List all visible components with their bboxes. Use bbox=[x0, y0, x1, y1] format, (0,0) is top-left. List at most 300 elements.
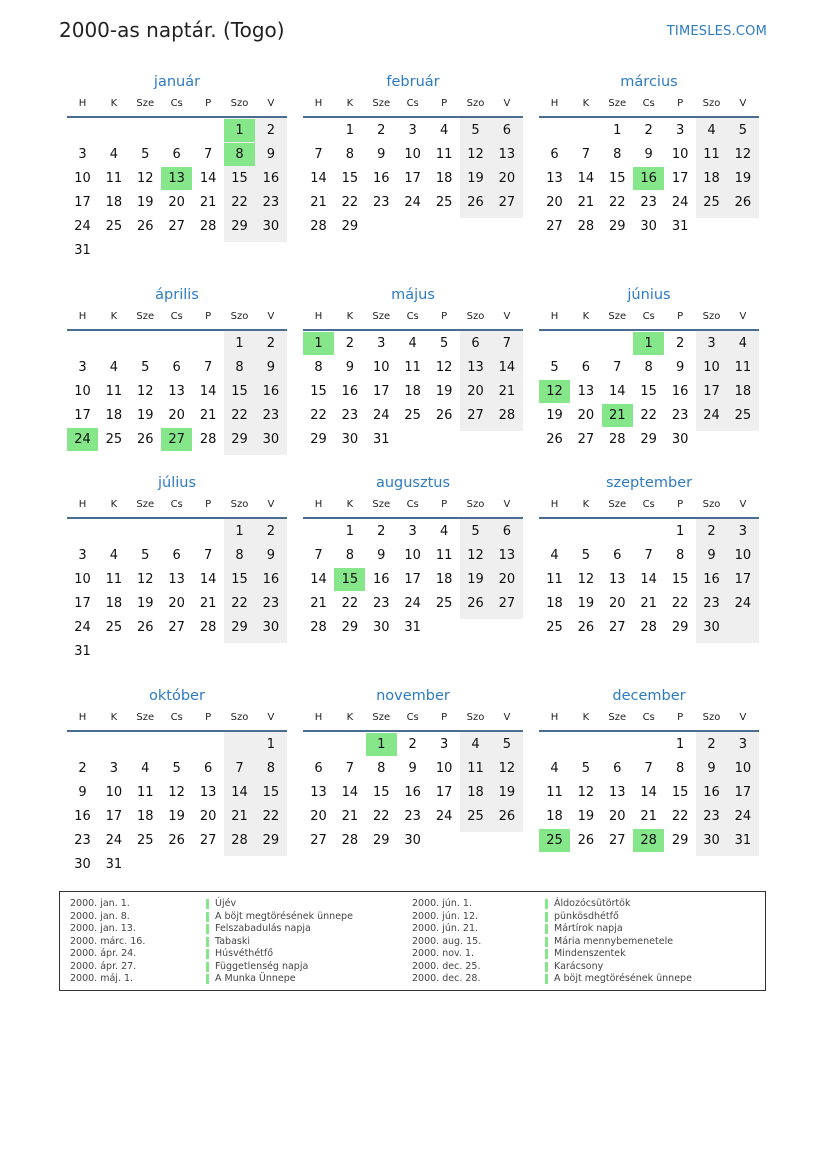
day-cell: 31 bbox=[373, 432, 390, 447]
day-cell: 11 bbox=[105, 572, 123, 587]
day-cell: 7 bbox=[235, 761, 244, 776]
weekday-label: K bbox=[110, 712, 118, 723]
legend-marker bbox=[545, 924, 548, 934]
day-cell: 23 bbox=[262, 408, 280, 423]
day-cell: 30 bbox=[262, 219, 280, 234]
day-cell: 28 bbox=[341, 833, 359, 848]
day-cell: 13 bbox=[168, 384, 185, 399]
day-cell: 8 bbox=[235, 360, 244, 375]
day-cell: 9 bbox=[377, 147, 386, 162]
day-cell: 18 bbox=[703, 171, 720, 186]
day-cell: 12 bbox=[137, 171, 154, 186]
weekday-label: H bbox=[78, 311, 87, 322]
day-cell: 2 bbox=[78, 761, 87, 776]
weekday-label: Szo bbox=[230, 311, 249, 322]
weekday-label: H bbox=[550, 311, 559, 322]
day-cell: 24 bbox=[734, 809, 752, 824]
weekday-label: Szo bbox=[466, 98, 485, 109]
day-cell: 26 bbox=[137, 432, 154, 447]
weekday-label: H bbox=[78, 712, 87, 723]
day-cell: 26 bbox=[137, 219, 154, 234]
day-cell: 1 bbox=[675, 524, 685, 539]
day-cell: 27 bbox=[467, 408, 484, 423]
weekday-label: V bbox=[739, 499, 747, 510]
day-cell: 9 bbox=[266, 360, 276, 375]
day-cell: 13 bbox=[609, 572, 626, 587]
day-cell: 9 bbox=[644, 147, 653, 162]
weekday-label: Cs bbox=[406, 98, 419, 109]
day-cell: 17 bbox=[74, 195, 91, 210]
day-cell: 9 bbox=[707, 548, 716, 563]
month-name: október bbox=[149, 688, 205, 704]
day-cell: 23 bbox=[341, 408, 359, 423]
day-cell: 16 bbox=[671, 384, 689, 399]
day-cell: 19 bbox=[498, 785, 516, 800]
weekday-label: Szo bbox=[702, 499, 721, 510]
day-cell: 7 bbox=[644, 548, 653, 563]
day-cell: 5 bbox=[471, 524, 480, 539]
day-cell: 15 bbox=[231, 171, 248, 186]
day-cell: 2 bbox=[377, 123, 386, 138]
weekday-label: Sze bbox=[372, 712, 391, 723]
weekday-label: Cs bbox=[406, 499, 419, 510]
day-cell: 27 bbox=[609, 620, 626, 635]
day-cell: 23 bbox=[640, 195, 657, 210]
day-cell: 22 bbox=[262, 809, 280, 824]
holiday-day: 15 bbox=[334, 568, 365, 591]
weekday-label: P bbox=[205, 311, 212, 322]
month-name: március bbox=[620, 74, 678, 90]
legend-holiday-name: Húsvéthétfő bbox=[215, 948, 274, 959]
legend-holiday-name: Mártírok napja bbox=[554, 923, 623, 934]
day-cell: 27 bbox=[168, 620, 185, 635]
legend-date: 2000. jún. 1. bbox=[412, 898, 473, 909]
day-cell: 25 bbox=[435, 195, 453, 210]
day-cell: 18 bbox=[105, 408, 123, 423]
holiday-day: 1 bbox=[633, 332, 664, 355]
day-cell: 12 bbox=[577, 572, 595, 587]
month-name: augusztus bbox=[375, 475, 451, 491]
holiday-day: 1 bbox=[224, 119, 255, 142]
legend-date: 2000. dec. 28. bbox=[412, 973, 481, 984]
day-cell: 14 bbox=[231, 785, 248, 800]
weekday-label: Sze bbox=[372, 311, 391, 322]
day-cell: 4 bbox=[707, 123, 716, 138]
holiday-legend bbox=[59, 891, 766, 991]
day-cell: 7 bbox=[203, 548, 213, 563]
legend-date: 2000. jan. 8. bbox=[70, 910, 130, 922]
weekday-label: Sze bbox=[136, 499, 155, 510]
day-cell: 30 bbox=[373, 620, 390, 635]
day-cell: 29 bbox=[262, 833, 280, 848]
legend-holiday-name: Áldozócsütörtök bbox=[554, 898, 631, 909]
day-cell: 5 bbox=[172, 761, 181, 776]
day-cell: 18 bbox=[546, 596, 563, 611]
day-cell: 31 bbox=[734, 833, 752, 848]
day-cell: 25 bbox=[435, 596, 453, 611]
day-cell: 5 bbox=[439, 336, 449, 351]
day-cell: 26 bbox=[546, 432, 563, 447]
day-cell: 4 bbox=[408, 336, 417, 351]
day-cell: 26 bbox=[498, 809, 516, 824]
day-cell: 16 bbox=[703, 572, 720, 587]
day-cell: 7 bbox=[613, 360, 622, 375]
day-cell: 24 bbox=[671, 195, 689, 210]
day-cell: 20 bbox=[546, 195, 563, 210]
day-cell: 15 bbox=[640, 384, 657, 399]
month-name: szeptember bbox=[605, 475, 693, 491]
legend-date: 2000. dec. 25. bbox=[412, 960, 481, 972]
weekday-label: Sze bbox=[608, 98, 627, 109]
day-cell: 17 bbox=[74, 408, 91, 423]
legend-date: 2000. jan. 13. bbox=[70, 923, 136, 934]
day-cell: 22 bbox=[231, 195, 248, 210]
day-cell: 15 bbox=[671, 785, 689, 800]
day-cell: 29 bbox=[231, 620, 248, 635]
legend-date: 2000. jan. 1. bbox=[70, 898, 130, 909]
day-cell: 28 bbox=[609, 432, 626, 447]
day-cell: 4 bbox=[550, 548, 559, 563]
weekday-label: Sze bbox=[608, 499, 627, 510]
day-cell: 21 bbox=[231, 809, 248, 824]
legend-holiday-name: Újév bbox=[215, 898, 237, 909]
day-cell: 26 bbox=[137, 620, 154, 635]
day-cell: 18 bbox=[105, 596, 123, 611]
day-cell: 30 bbox=[703, 833, 720, 848]
day-cell: 28 bbox=[577, 219, 595, 234]
brand-link[interactable]: TIMESLES.COM bbox=[666, 24, 767, 39]
day-cell: 13 bbox=[199, 785, 217, 800]
day-cell: 5 bbox=[581, 548, 591, 563]
day-cell: 19 bbox=[137, 596, 154, 611]
day-cell: 5 bbox=[141, 147, 150, 162]
day-cell: 14 bbox=[310, 572, 327, 587]
day-cell: 3 bbox=[439, 737, 449, 752]
weekday-label: Cs bbox=[170, 98, 183, 109]
day-cell: 18 bbox=[734, 384, 752, 399]
weekday-label: Sze bbox=[608, 311, 627, 322]
day-cell: 10 bbox=[703, 360, 720, 375]
day-cell: 29 bbox=[373, 833, 390, 848]
day-cell: 7 bbox=[502, 336, 512, 351]
day-cell: 1 bbox=[235, 524, 244, 539]
day-cell: 10 bbox=[404, 548, 421, 563]
holiday-day: 1 bbox=[366, 733, 397, 756]
day-cell: 20 bbox=[609, 809, 626, 824]
weekday-label: V bbox=[739, 311, 747, 322]
legend-holiday-name: Felszabadulás napja bbox=[215, 923, 311, 934]
day-cell: 19 bbox=[467, 171, 484, 186]
day-cell: 17 bbox=[734, 785, 752, 800]
day-cell: 25 bbox=[404, 408, 421, 423]
weekday-label: Sze bbox=[136, 311, 155, 322]
weekday-label: H bbox=[314, 311, 323, 322]
legend-marker bbox=[545, 949, 548, 959]
weekday-label: Cs bbox=[170, 311, 183, 322]
day-cell: 21 bbox=[498, 384, 516, 399]
legend-holiday-name: A Munka Ünnepe bbox=[215, 973, 296, 984]
day-cell: 29 bbox=[310, 432, 327, 447]
day-cell: 5 bbox=[141, 548, 150, 563]
day-cell: 7 bbox=[345, 761, 355, 776]
day-cell: 2 bbox=[266, 123, 276, 138]
day-cell: 3 bbox=[675, 123, 685, 138]
day-cell: 25 bbox=[105, 620, 123, 635]
legend-date: 2000. aug. 15. bbox=[412, 935, 482, 947]
day-cell: 27 bbox=[168, 219, 185, 234]
day-cell: 20 bbox=[168, 596, 185, 611]
weekday-label: K bbox=[582, 98, 590, 109]
day-cell: 19 bbox=[137, 195, 154, 210]
page-title: 2000-as naptár. (Togo) bbox=[59, 18, 285, 42]
day-cell: 11 bbox=[546, 572, 563, 587]
day-cell: 4 bbox=[109, 147, 119, 162]
day-cell: 31 bbox=[74, 644, 91, 659]
day-cell: 29 bbox=[640, 432, 657, 447]
day-cell: 4 bbox=[141, 761, 150, 776]
day-cell: 14 bbox=[577, 171, 595, 186]
weekday-label: Cs bbox=[406, 311, 419, 322]
day-cell: 23 bbox=[373, 596, 390, 611]
day-cell: 8 bbox=[613, 147, 622, 162]
day-cell: 14 bbox=[640, 785, 657, 800]
day-cell: 22 bbox=[640, 408, 657, 423]
day-cell: 25 bbox=[734, 408, 752, 423]
month-name: július bbox=[157, 475, 197, 491]
day-cell: 16 bbox=[373, 572, 390, 587]
weekday-label: Szo bbox=[230, 499, 249, 510]
day-cell: 6 bbox=[502, 123, 512, 138]
legend-date: 2000. márc. 16. bbox=[70, 935, 146, 947]
day-cell: 24 bbox=[435, 809, 453, 824]
month-name: április bbox=[155, 287, 199, 303]
legend-marker bbox=[206, 899, 209, 909]
day-cell: 7 bbox=[644, 761, 653, 776]
legend-marker bbox=[545, 937, 548, 947]
day-cell: 19 bbox=[168, 809, 185, 824]
day-cell: 3 bbox=[707, 336, 716, 351]
day-cell: 15 bbox=[262, 785, 280, 800]
day-cell: 14 bbox=[341, 785, 359, 800]
day-cell: 17 bbox=[373, 384, 390, 399]
legend-marker bbox=[545, 974, 548, 984]
day-cell: 13 bbox=[546, 171, 563, 186]
day-cell: 10 bbox=[373, 360, 390, 375]
day-cell: 31 bbox=[105, 857, 123, 872]
month-name: június bbox=[627, 287, 671, 303]
day-cell: 4 bbox=[550, 761, 559, 776]
day-cell: 10 bbox=[404, 147, 421, 162]
day-cell: 8 bbox=[345, 548, 355, 563]
holiday-day: 16 bbox=[633, 167, 664, 190]
day-cell: 3 bbox=[738, 524, 748, 539]
day-cell: 16 bbox=[373, 171, 390, 186]
legend-date: 2000. nov. 1. bbox=[412, 948, 475, 959]
weekday-label: Sze bbox=[136, 712, 155, 723]
day-cell: 26 bbox=[467, 195, 484, 210]
day-cell: 9 bbox=[707, 761, 716, 776]
day-cell: 2 bbox=[377, 524, 386, 539]
weekday-label: K bbox=[110, 98, 118, 109]
weekday-label: Szo bbox=[466, 712, 485, 723]
weekday-label: Cs bbox=[642, 311, 655, 322]
day-cell: 28 bbox=[199, 432, 217, 447]
legend-date: 2000. ápr. 24. bbox=[70, 948, 137, 959]
day-cell: 27 bbox=[609, 833, 626, 848]
day-cell: 25 bbox=[467, 809, 484, 824]
day-cell: 20 bbox=[467, 384, 484, 399]
day-cell: 18 bbox=[435, 171, 453, 186]
day-cell: 11 bbox=[404, 360, 421, 375]
weekday-label: Cs bbox=[642, 712, 655, 723]
legend-date: 2000. jún. 21. bbox=[412, 923, 479, 934]
day-cell: 26 bbox=[577, 620, 595, 635]
day-cell: 2 bbox=[345, 336, 355, 351]
day-cell: 30 bbox=[341, 432, 359, 447]
day-cell: 8 bbox=[644, 360, 653, 375]
legend-marker bbox=[545, 912, 548, 922]
day-cell: 27 bbox=[199, 833, 217, 848]
day-cell: 17 bbox=[404, 572, 421, 587]
day-cell: 13 bbox=[498, 548, 516, 563]
day-cell: 15 bbox=[231, 384, 248, 399]
weekday-label: Cs bbox=[170, 712, 183, 723]
day-cell: 26 bbox=[435, 408, 453, 423]
day-cell: 17 bbox=[74, 596, 91, 611]
day-cell: 3 bbox=[78, 147, 87, 162]
day-cell: 12 bbox=[435, 360, 453, 375]
day-cell: 22 bbox=[341, 195, 359, 210]
weekday-label: V bbox=[267, 311, 275, 322]
day-cell: 27 bbox=[577, 432, 595, 447]
day-cell: 21 bbox=[310, 596, 327, 611]
day-cell: 20 bbox=[168, 195, 185, 210]
day-cell: 2 bbox=[707, 524, 716, 539]
day-cell: 6 bbox=[172, 548, 181, 563]
day-cell: 10 bbox=[74, 572, 91, 587]
day-cell: 14 bbox=[199, 572, 217, 587]
day-cell: 17 bbox=[435, 785, 453, 800]
day-cell: 19 bbox=[577, 596, 595, 611]
day-cell: 11 bbox=[435, 147, 453, 162]
day-cell: 27 bbox=[546, 219, 563, 234]
day-cell: 14 bbox=[199, 384, 217, 399]
day-cell: 25 bbox=[137, 833, 154, 848]
day-cell: 6 bbox=[613, 548, 622, 563]
day-cell: 6 bbox=[581, 360, 591, 375]
day-cell: 21 bbox=[577, 195, 595, 210]
month-name: február bbox=[386, 74, 440, 90]
weekday-label: P bbox=[441, 712, 448, 723]
day-cell: 5 bbox=[141, 360, 150, 375]
day-cell: 6 bbox=[502, 524, 512, 539]
weekday-label: V bbox=[503, 499, 511, 510]
day-cell: 22 bbox=[671, 809, 689, 824]
day-cell: 11 bbox=[703, 147, 720, 162]
day-cell: 21 bbox=[640, 596, 657, 611]
day-cell: 27 bbox=[498, 596, 516, 611]
holiday-day: 13 bbox=[161, 167, 192, 190]
weekday-label: V bbox=[739, 712, 747, 723]
legend-holiday-name: Mindenszentek bbox=[554, 948, 626, 959]
weekday-label: H bbox=[314, 712, 323, 723]
day-cell: 20 bbox=[609, 596, 626, 611]
weekday-label: Szo bbox=[466, 311, 485, 322]
day-cell: 30 bbox=[74, 857, 91, 872]
day-cell: 11 bbox=[105, 384, 123, 399]
day-cell: 3 bbox=[408, 524, 417, 539]
day-cell: 6 bbox=[314, 761, 323, 776]
day-cell: 18 bbox=[546, 809, 563, 824]
legend-marker bbox=[206, 937, 209, 947]
day-cell: 25 bbox=[546, 620, 563, 635]
day-cell: 29 bbox=[231, 432, 248, 447]
holiday-day: 27 bbox=[161, 428, 192, 451]
day-cell: 13 bbox=[467, 360, 484, 375]
weekday-label: P bbox=[677, 98, 684, 109]
weekday-label: K bbox=[110, 311, 118, 322]
day-cell: 17 bbox=[105, 809, 123, 824]
day-cell: 14 bbox=[609, 384, 626, 399]
legend-marker bbox=[545, 962, 548, 972]
legend-holiday-name: Karácsony bbox=[554, 960, 604, 972]
day-cell: 24 bbox=[404, 195, 421, 210]
day-cell: 14 bbox=[640, 572, 657, 587]
day-cell: 6 bbox=[471, 336, 480, 351]
weekday-label: K bbox=[346, 311, 354, 322]
day-cell: 10 bbox=[734, 761, 752, 776]
day-cell: 25 bbox=[105, 432, 123, 447]
weekday-label: Sze bbox=[372, 499, 391, 510]
weekday-label: Cs bbox=[642, 499, 655, 510]
day-cell: 9 bbox=[78, 785, 87, 800]
day-cell: 22 bbox=[373, 809, 390, 824]
day-cell: 23 bbox=[671, 408, 689, 423]
day-cell: 3 bbox=[78, 360, 87, 375]
day-cell: 3 bbox=[377, 336, 386, 351]
day-cell: 5 bbox=[738, 123, 748, 138]
day-cell: 18 bbox=[467, 785, 484, 800]
legend-marker bbox=[545, 899, 548, 909]
day-cell: 9 bbox=[266, 147, 276, 162]
day-cell: 22 bbox=[231, 408, 248, 423]
day-cell: 20 bbox=[168, 408, 185, 423]
day-cell: 2 bbox=[707, 737, 716, 752]
day-cell: 30 bbox=[671, 432, 689, 447]
day-cell: 20 bbox=[199, 809, 217, 824]
day-cell: 10 bbox=[74, 384, 91, 399]
day-cell: 24 bbox=[404, 596, 421, 611]
day-cell: 23 bbox=[262, 195, 280, 210]
weekday-label: P bbox=[677, 499, 684, 510]
day-cell: 16 bbox=[262, 171, 280, 186]
day-cell: 13 bbox=[310, 785, 327, 800]
legend-marker bbox=[206, 962, 209, 972]
day-cell: 13 bbox=[609, 785, 626, 800]
weekday-label: Szo bbox=[702, 98, 721, 109]
legend-marker bbox=[206, 974, 209, 984]
weekday-label: K bbox=[582, 311, 590, 322]
legend-marker bbox=[206, 924, 209, 934]
day-cell: 6 bbox=[203, 761, 213, 776]
weekday-label: P bbox=[677, 712, 684, 723]
day-cell: 29 bbox=[671, 833, 689, 848]
day-cell: 2 bbox=[675, 336, 685, 351]
day-cell: 6 bbox=[172, 147, 181, 162]
day-cell: 7 bbox=[203, 147, 213, 162]
day-cell: 14 bbox=[498, 360, 516, 375]
day-cell: 3 bbox=[78, 548, 87, 563]
